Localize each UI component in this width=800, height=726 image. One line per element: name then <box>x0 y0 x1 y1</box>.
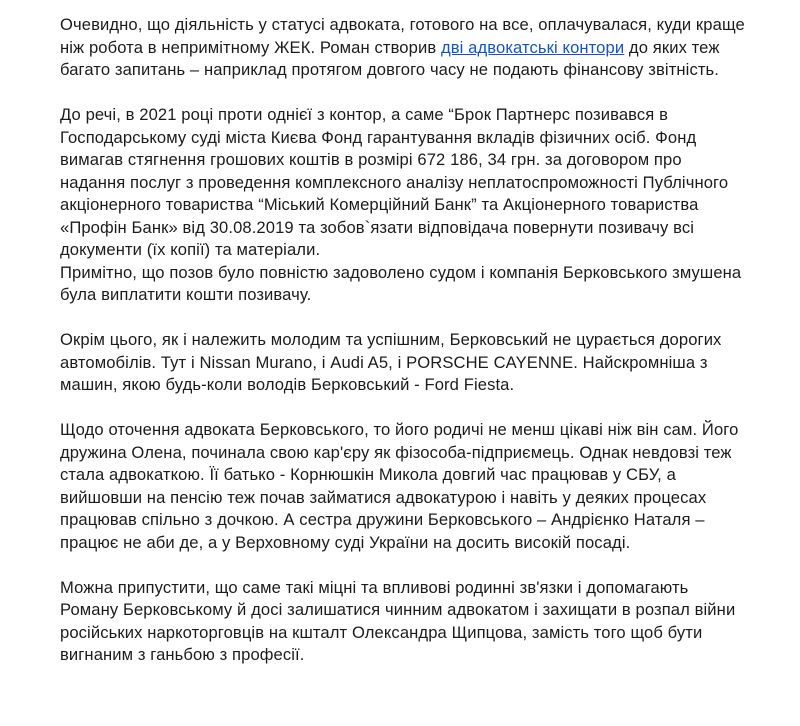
paragraph-1 <box>60 14 790 82</box>
text-line: До речі, в 2021 році проти однієї з контор, а саме “Брок Партнерс позивався в <box>60 105 669 124</box>
text-line: надання послуг з проведення комплексного аналізу неплатоспроможності Публічного <box>60 172 729 192</box>
text-line: Окрім цього, як і належить молодим та успішним, Берковський не цурається дорогих <box>60 330 722 349</box>
text-line: акціонерного товариства “Міський Комерційний Банк” та Акціонерного товариства <box>60 195 699 214</box>
text-line: автомобілів. Тут і Nissan Murano, і Audi A5, і PORSCHE CAYENNE. Найскромніша з <box>60 352 708 372</box>
text-line: Примітно, що позов було повністю задоволено судом і компанія Берковського змушена <box>60 262 742 282</box>
text-line: машин, якою будь-коли володів Берковський - Ford Fiesta. <box>60 375 515 394</box>
text-line: Роману Берковському й досі залишатися чинним адвокатом і захищати в розпал війни <box>60 600 736 619</box>
text-line: «Профін Банк» від 30.08.2019 та зобов`язати відповідача повернути позивачу всі <box>60 217 695 237</box>
article-body <box>60 14 790 667</box>
text-line: російських наркоторговців на кшталт Олександра Щипцова, замість того щоб бути <box>60 622 703 642</box>
text-line: вийшовши на пенсію теж почав займатися адвокатурою і навіть у деяких процесах <box>60 487 707 507</box>
text-line: стала адвокаткою. Її батько - Корнюшкін Микола довгий час працював у СБУ, а <box>60 465 676 484</box>
law-firms-link[interactable]: дві адвокатські контори <box>440 37 625 57</box>
text-line: багато запитань – наприклад протягом довгого часу не подають фінансову звітність. <box>60 60 719 79</box>
text-segment: ніж робота в непримітному ЖЕК. Роман створив <box>60 37 441 57</box>
text-line: працював спільно з дочкою. А сестра дружини Берковського – Андрієнко Наталя – <box>60 510 705 529</box>
paragraph-6 <box>60 577 790 667</box>
text-line-with-link <box>60 37 790 60</box>
text-line: Господарському суді міста Києва Фонд гарантування вкладів фізичних осіб. Фонд <box>60 127 697 147</box>
text-line: працює не аби де, а у Верховному суді України на досить високій посаді. <box>60 532 631 552</box>
text-line: вимагав стягнення грошових коштів в розмірі 672 186, 34 грн. за договором про <box>60 150 682 169</box>
text-line: Можна припустити, що саме такі міцні та впливові родинні зв'язки і допомагають <box>60 577 689 597</box>
text-line: вигнаним з ганьбою з професії. <box>60 645 305 664</box>
text-segment: до яких теж <box>624 37 720 57</box>
text-line: Щодо оточення адвоката Берковського, то його родичі не менш цікаві ніж він сам. Його <box>60 420 739 439</box>
paragraph-3 <box>60 262 790 307</box>
paragraph-5 <box>60 419 790 554</box>
text-line: була виплатити кошти позивачу. <box>60 285 312 304</box>
paragraph-4 <box>60 329 790 397</box>
text-line: документи (їх копії) та матеріали. <box>60 240 321 259</box>
paragraph-2 <box>60 104 790 262</box>
text-line: дружина Олена, починала свою кар'єру як фізособа-підприємець. Однак невдовзі теж <box>60 442 732 462</box>
text-line: Очевидно, що діяльність у статусі адвоката, готового на все, оплачувалася, куди краще <box>60 15 745 34</box>
